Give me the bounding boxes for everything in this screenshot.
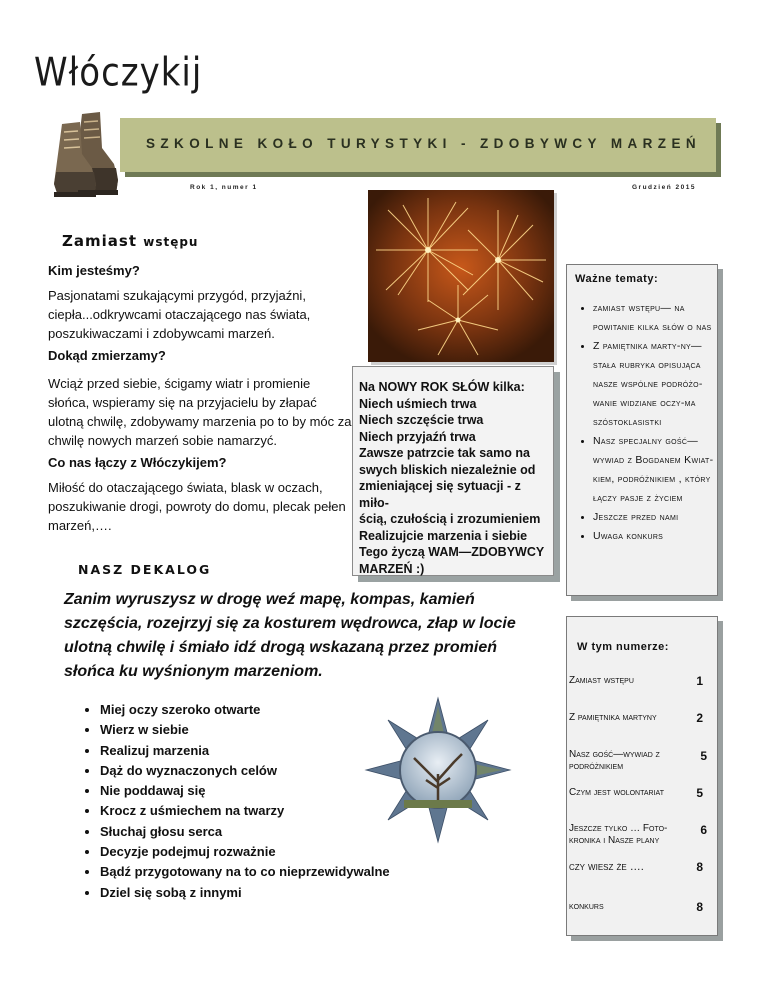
toc-page: 2 (696, 711, 703, 725)
important-topics-title: Ważne tematy: (575, 273, 659, 285)
toc-page: 6 (700, 823, 707, 837)
toc-row (569, 823, 679, 847)
topic-item: • Z pamiętnika marty-ny—stała rubryka opisująca nasze wspólne podróżo-wanie widziane oczy-ma szóstoklasistki (593, 337, 717, 432)
new-year-wishes-box (352, 366, 554, 576)
dekalog-item: • Krocz z uśmiechem na twarzy (100, 801, 390, 821)
topic-item: • Jeszcze przed nami (593, 508, 717, 527)
masthead-banner (120, 118, 716, 172)
wish-line: Na NOWY ROK SŁÓW kilka: (359, 380, 525, 394)
fireworks-image (368, 190, 554, 362)
topic-item: • Uwaga konkurs (593, 527, 717, 546)
dekalog-item: • Nie poddawaj się (100, 781, 390, 801)
toc-row (569, 861, 709, 873)
dekalog-item: • Miej oczy szeroko otwarte (100, 700, 390, 720)
answer-connection: Miłość do otaczającego świata, blask w oczach, poszukiwanie drogi, powroty do domu, plecak pełen marzeń,…. (48, 480, 346, 533)
dekalog-item: • Dąż do wyznaczonych celów (100, 761, 390, 781)
toc-label: konkurs (569, 901, 604, 912)
toc-row (569, 749, 679, 773)
intro-title-main: Zamiast (62, 232, 137, 250)
toc-label: Nasz gość—wywiad z podróżnikiem (569, 749, 660, 772)
wish-line: zmieniającej się sytuacji - z miło- (359, 479, 521, 510)
wish-line: Zawsze patrzcie tak samo na (359, 446, 530, 460)
toc-row (569, 901, 709, 913)
intro-section-title (62, 232, 198, 250)
toc-title: W tym numerze: (577, 641, 669, 653)
toc-row (569, 712, 709, 724)
topic-item: • Nasz specjalny gość—wywiad z Bogdanem Kwiat-kiem, podróżnikiem , który łączy pasje z życiem (593, 432, 717, 508)
wish-line: Tego życzą WAM—ZDOBYWCY (359, 545, 545, 559)
toc-row (569, 675, 709, 687)
table-of-contents-box (566, 616, 718, 936)
issue-number: Rok 1, numer 1 (190, 184, 258, 191)
wish-line: Niech przyjaźń trwa (359, 429, 476, 444)
toc-label: Jeszcze tylko … Foto-kronika i Nasze plany (569, 823, 668, 846)
dekalog-title: NASZ DEKALOG (78, 562, 212, 577)
banner-text: SZKOLNE KOŁO TURYSTYKI - ZDOBYWCY MARZEŃ (146, 136, 701, 151)
wish-line: Niech uśmiech trwa (359, 396, 477, 411)
answer-who: Pasjonatami szukającymi przygód, przyjaźni, ciepła...odkrywcami otaczającego nas świata, poszukiwaczami i zdobywcami marzeń. (48, 288, 311, 341)
wish-line: Realizujcie marzenia i siebie (359, 528, 528, 543)
important-topics-list (567, 299, 717, 546)
toc-label: czy wiesz że …. (569, 861, 644, 873)
dekalog-item: • Dziel się sobą z innymi (100, 883, 390, 903)
sun-star-tree-image (364, 696, 512, 844)
dekalog-list (64, 700, 390, 903)
newsletter-title: Włóczykij (34, 50, 203, 96)
toc-row (569, 787, 709, 799)
dekalog-item: • Decyzje podejmuj rozważnie (100, 842, 390, 862)
important-topics-box (566, 264, 718, 596)
issue-date: Grudzień 2015 (632, 184, 696, 191)
toc-page: 1 (696, 674, 703, 688)
answer-where: Wciąż przed siebie, ścigamy wiatr i promienie słońca, wspieramy się na przyjacielu by złapać ulotną chwilę, zdobywamy marzenia po to by móc za chwilę nowych marzeń sobie namarzyć. (48, 376, 352, 448)
wish-line: Niech szczęście trwa (359, 413, 484, 427)
dekalog-item: • Słuchaj głosu serca (100, 822, 390, 842)
wish-line: swych bliskich niezależnie od (359, 462, 536, 477)
dekalog-intro: Zanim wyruszysz w drogę weź mapę, kompas, kamień szczęścia, rozejrzyj się za kosturem wędrowca, złap w locie ulotną chwilę i śmiało idź drogą wskazaną przez promień słońca ku wyśnionym marzeniom. (64, 591, 516, 680)
intro-title-small: wstępu (143, 235, 199, 249)
dekalog-item: • Bądź przygotowany na to co nieprzewidywalne (100, 862, 390, 882)
topic-item: • zamiast wstępu— na powitanie kilka słów o nas (593, 299, 717, 337)
toc-label: Zamiast wstępu (569, 675, 634, 686)
toc-label: Czym jest wolontariat (569, 787, 664, 798)
wish-line: ścią, czułością i zrozumieniem (359, 512, 541, 526)
question-where: Dokąd zmierzamy? (48, 348, 166, 363)
toc-page: 8 (696, 900, 703, 914)
toc-page: 8 (696, 860, 703, 874)
hiking-boots-image (44, 108, 132, 200)
question-who: Kim jesteśmy? (48, 263, 140, 278)
dekalog-item: • Realizuj marzenia (100, 741, 390, 761)
toc-page: 5 (700, 749, 707, 763)
dekalog-item: • Wierz w siebie (100, 720, 390, 740)
toc-page: 5 (696, 786, 703, 800)
toc-label: Z pamiętnika martyny (569, 712, 657, 723)
question-connection: Co nas łączy z Włóczykijem? (48, 455, 227, 470)
wish-line: MARZEŃ :) (359, 561, 425, 576)
